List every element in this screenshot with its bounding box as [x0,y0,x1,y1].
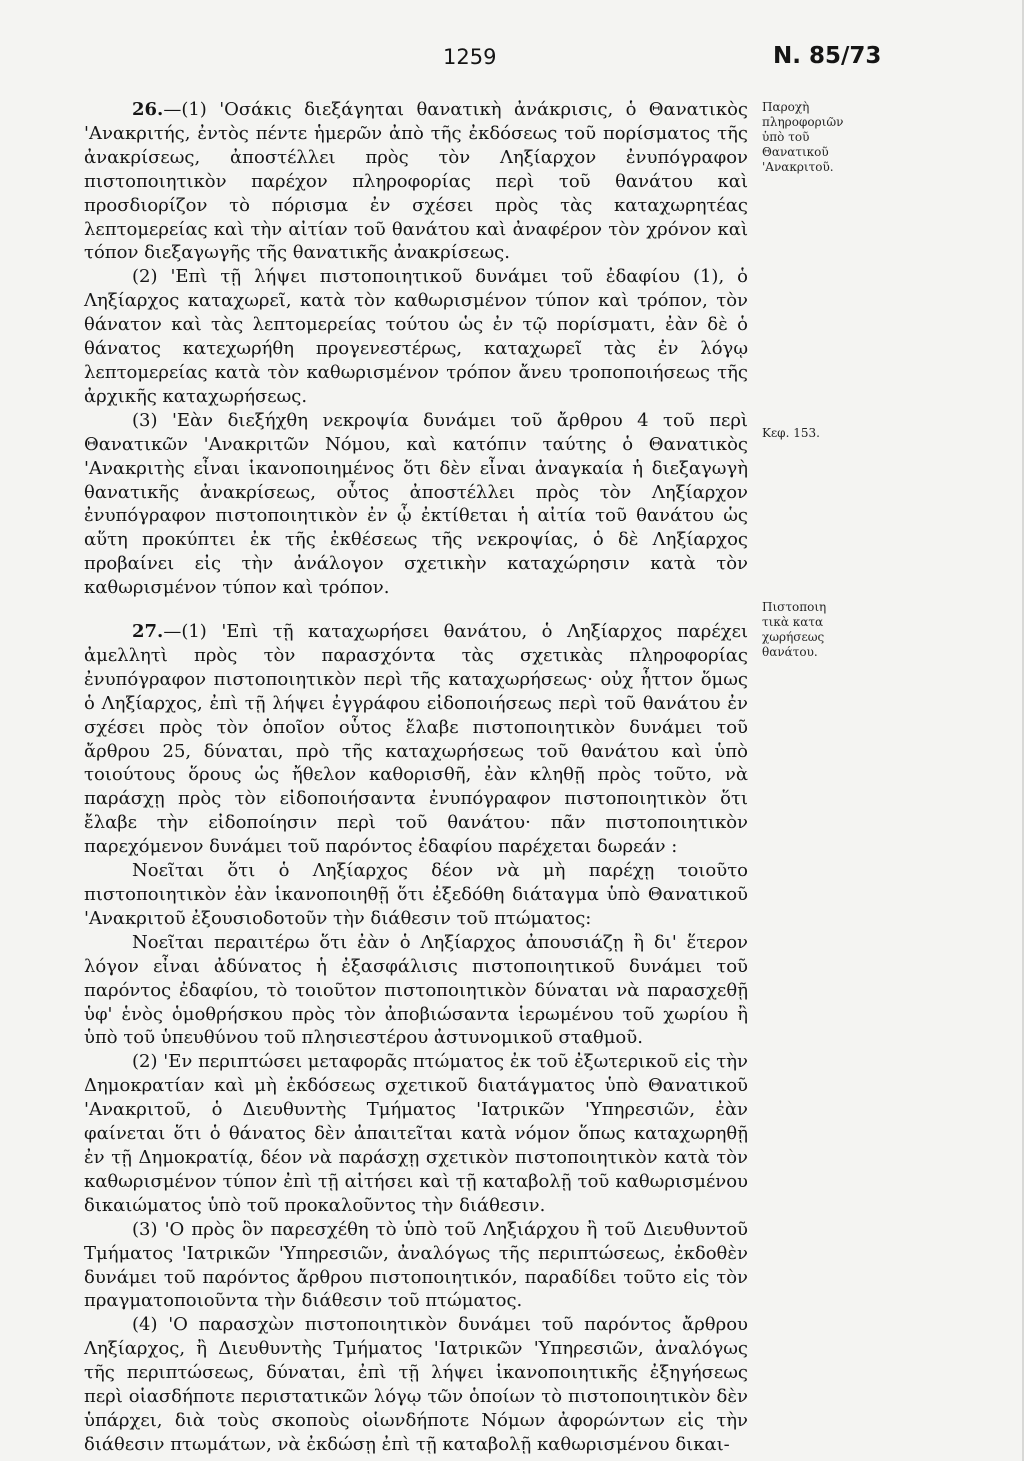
law-number: N. 85/73 [773,43,882,69]
margin-note-line: 'Ανακριτοῦ. [762,160,834,174]
section-27-subsection-3: (3) 'Ο πρὸς ὃν παρεσχέθη τὸ ὑπὸ τοῦ Ληξιάρχου ἢ τοῦ Διευθυντοῦ Τμήματος 'Ιατρικῶν 'Υπηρεσιῶν, ἀναλόγως τῆς περιπτώσεως, ἐκδοθὲν δυνάμει τοῦ παρόντος ἄρθρου πιστοποιητικόν, παραδίδει τοῦτο εἰς τὸν πραγματοποιοῦντα τὴν διάθεσιν τοῦ πτώματος. [84,1218,748,1312]
margin-note-line: πληροφοριῶν [762,115,844,129]
section-number: 26. [132,99,164,120]
section-number: 27. [132,621,164,643]
margin-note-line: Θανατικοῦ [762,145,829,159]
margin-note-death-certificates [762,600,852,660]
margin-note-line: τικὰ κατα [762,615,824,629]
margin-note-line: χωρήσεως [762,630,825,644]
margin-note-line: ὑπὸ τοῦ [762,130,810,144]
margin-note-line: Κεφ. 153. [762,426,820,440]
paragraph-text: —(1) 'Επὶ τῇ καταχωρήσει θανάτου, ὁ Ληξίαρχος παρέχει ἀμελλητὶ πρὸς τὸν παρασχόντα τὰς σχετικὰς πληροφορίας ἐνυπόγραφον πιστοποιητικὸν περὶ τῆς καταχωρήσεως· οὐχ ἧττον ὅμως ὁ Ληξίαρχος, ἐπὶ τῇ λήψει ἐγγράφου εἰδοποιήσεως περὶ τοῦ θανάτου ἐν σχέσει πρὸς τὸν ὁποῖον οὗτος ἔλαβε πιστοποιητικὸν δυνάμει τοῦ ἄρθρου 25, δύναται, πρὸ τῆς καταχωρήσεως τοῦ θανάτου καὶ ὑπὸ τοιούτους ὅρους ὡς ἤθελον καθορισθῆ, ἐὰν κληθῇ πρὸς τοῦτο, νὰ παράσχῃ πρὸς τὸν εἰδοποιήσαντα ἐνυπόγραφον πιστοποιητικὸν ὅτι ἔλαβε τὴν εἰδοποίησιν περὶ τοῦ θανάτου· πᾶν πιστοποιητικὸν παρεχόμενον δυνάμει τοῦ παρόντος ἐδαφίου παρέχεται δωρεάν : [84,621,748,858]
section-27-subsection-4: (4) 'Ο παρασχὼν πιστοποιητικὸν δυνάμει τοῦ παρόντος ἄρθρου Ληξίαρχος, ἢ Διευθυντὴς Τμήματος 'Ιατρικῶν 'Υπηρεσιῶν, ἀναλόγως τῆς περιπτώσεως, δύναται, ἐπὶ τῇ λήψει ἱκανοποιητικῆς ἐξηγήσεως περὶ οἱασδήποτε περιστατικῶν λόγῳ τῶν ὁποίων τὸ πιστοποιητικὸν δὲν ὑπάρχει, διὰ τοὺς σκοποὺς οἱωνδήποτε Νόμων ἀφορώντων εἰς τὴν διάθεσιν πτωμάτων, νὰ ἐκδώσῃ ἐπὶ τῇ καταβολῇ καθωρισμένου δικαι- [84,1314,748,1455]
section-26-subsection-3: (3) 'Εὰν διεξήχθη νεκροψία δυνάμει τοῦ ἄρθρου 4 τοῦ περὶ Θανατικῶν 'Ανακριτῶν Νόμου, καὶ κατόπιν ταύτης ὁ Θανατικὸς 'Ανακριτὴς εἶναι ἱκανοποιημένος ὅτι δὲν εἶναι ἀναγκαία ἡ διεξαγωγὴ θανατικῆς ἀνακρίσεως, οὗτος ἀποστέλλει πρὸς τὸν Ληξίαρχον ἐνυπόγραφον πιστοποιητικὸν ἐν ᾧ ἐκτίθεται ἡ αἰτία τοῦ θανάτου ὡς αὕτη προκύπτει ἐκ τῆς ἐκθέσεως τῆς νεκροψίας, ὁ δὲ Ληξίαρχος προβαίνει εἰς τὴν ἀνάλογον σχετικὴν καταχώρησιν κατὰ τὸν καθωρισμένον τύπον καὶ τρόπον. [84,409,748,599]
section-27-proviso-2: Νοεῖται περαιτέρω ὅτι ἐὰν ὁ Ληξίαρχος ἀπουσιάζῃ ἢ δι' ἕτερον λόγον εἶναι ἀδύνατος ἡ ἐξασφάλισις πιστοποιητικοῦ δυνάμει τοῦ παρόντος ἐδαφίου, τὸ τοιοῦτον πιστοποιητικὸν δύναται νὰ παρασχεθῇ ὑφ' ἑνὸς ὁμοθρήσκου πρὸς τὸν ἀποβιώσαντα ἱερωμένου τοῦ χωρίου ἢ ὑπὸ τοῦ ὑπευθύνου τοῦ πλησιεστέρου ἀστυνομικοῦ σταθμοῦ. [84,931,748,1049]
margin-note-death-information [762,100,872,175]
section-26-subsection-1 [84,98,748,265]
section-27-subsection-1 [84,620,748,859]
paragraph-text: —(1) 'Οσάκις διεξάγηται θανατικὴ ἀνάκρισις, ὁ Θανατικὸς 'Ανακριτής, ἐντὸς πέντε ἡμερῶν ἀπὸ τῆς ἐκδόσεως τοῦ πορίσματος τῆς ἀνακρίσεως, ἀποστέλλει πρὸς τὸν Ληξίαρχον ἐνυπόγραφον πιστοποιητικὸν παρέχον πληροφορίας περὶ τοῦ θανάτου καὶ προσδιορίζον τὸ πόρισμα ἐν σχέσει πρὸς τὰς καταχωρητέας λεπτομερείας καὶ τὴν αἰτίαν τοῦ θανάτου καὶ ἀναφέρον τὸν χρόνον καὶ τόπον διεξαγωγῆς τῆς θανατικῆς ἀνακρίσεως. [84,99,748,264]
margin-note-chapter-ref [762,426,852,441]
page-number: 1259 [443,45,497,69]
section-27-proviso-1: Νοεῖται ὅτι ὁ Ληξίαρχος δέον νὰ μὴ παρέχῃ τοιοῦτο πιστοποιητικὸν ἐὰν ἱκανοποιηθῇ ὅτι ἐξεδόθη διάταγμα ὑπὸ Θανατικοῦ 'Ανακριτοῦ ἐξουσιοδοτοῦν τὴν διάθεσιν τοῦ πτώματος: [84,860,748,929]
section-26-subsection-2: (2) 'Επὶ τῇ λήψει πιστοποιητικοῦ δυνάμει τοῦ ἐδαφίου (1), ὁ Ληξίαρχος καταχωρεῖ, κατὰ τὸν καθωρισμένον τύπον καὶ τρόπον, τὸν θάνατον καὶ τὰς λεπτομερείας τούτου ὡς ἐν τῷ πορίσματι, ἐὰν δὲ ὁ θάνατος κατεχωρήθη προγενεστέρως, καταχωρεῖ τὰς ἐν λόγῳ λεπτομερείας κατὰ τὸν καθωρισμένον τρόπον ἄνευ τροποποιήσεως τῆς ἀρχικῆς καταχωρήσεως. [84,266,748,407]
main-text [84,98,748,1457]
margin-note-line: Παροχὴ [762,100,810,114]
section-27-subsection-2: (2) 'Εν περιπτώσει μεταφορᾶς πτώματος ἐκ τοῦ ἐξωτερικοῦ εἰς τὴν Δημοκρατίαν καὶ μὴ ἐκδόσεως σχετικοῦ διατάγματος ὑπὸ Θανατικοῦ 'Ανακριτοῦ, ὁ Διευθυντὴς Τμήματος 'Ιατρικῶν 'Υπηρεσιῶν, ἐὰν φαίνεται ὅτι ὁ θάνατος δὲν ἀπαιτεῖται κατὰ νόμον ὅπως καταχωρηθῇ ἐν τῇ Δημοκρατίᾳ, δέον νὰ παράσχῃ σχετικὸν πιστοποιητικὸν κατὰ τὸν καθωρισμένον τύπον ἐπὶ τῇ αἰτήσει καὶ τῇ καταβολῇ τοῦ καθωρισμένου δικαιώματος ὑπὸ τοῦ προκαλοῦντος τὴν διάθεσιν. [84,1051,748,1216]
margin-note-line: θανάτου. [762,645,818,659]
margin-note-line: Πιστοποιη [762,600,827,614]
